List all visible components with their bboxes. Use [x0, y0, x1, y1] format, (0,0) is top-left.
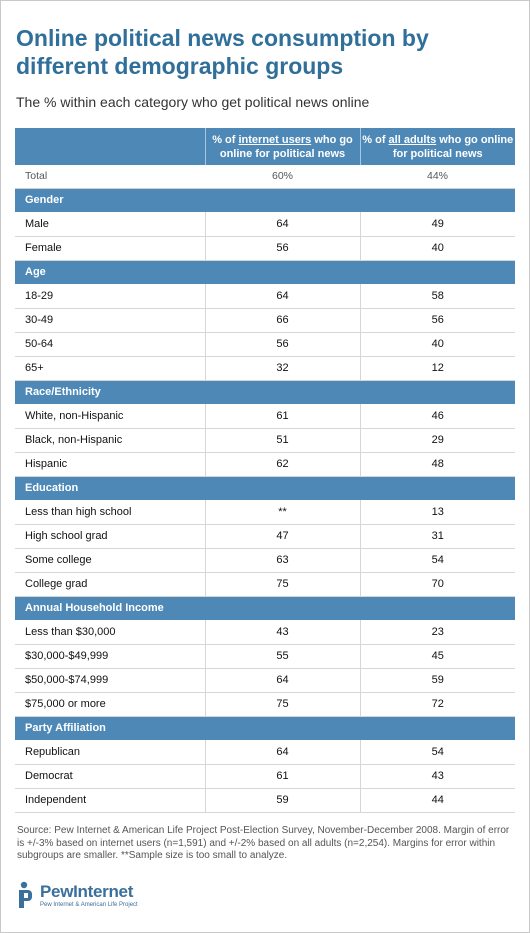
internet-value: 64 — [205, 740, 360, 764]
internet-value: ** — [205, 500, 360, 524]
table-row — [15, 548, 515, 572]
row-label: 30-49 — [15, 308, 205, 332]
total-internet: 60% — [205, 165, 360, 188]
row-label: 65+ — [15, 356, 205, 380]
internet-value: 47 — [205, 524, 360, 548]
chart-title: Online political news consumption by different demographic groups — [16, 25, 429, 79]
internet-value: 59 — [205, 788, 360, 812]
adults-value: 13 — [360, 500, 515, 524]
table-row — [15, 740, 515, 764]
internet-value: 56 — [205, 236, 360, 260]
internet-value: 64 — [205, 284, 360, 308]
header-internet-users: % of internet users who go online for political news — [205, 128, 360, 165]
section-title: Education — [15, 476, 515, 500]
section-title: Party Affiliation — [15, 716, 515, 740]
row-label: Some college — [15, 548, 205, 572]
adults-value: 56 — [360, 308, 515, 332]
internet-value: 51 — [205, 428, 360, 452]
total-adults: 44% — [360, 165, 515, 188]
row-label: Less than $30,000 — [15, 620, 205, 644]
internet-value: 56 — [205, 332, 360, 356]
internet-value: 75 — [205, 572, 360, 596]
row-label: Female — [15, 236, 205, 260]
adults-value: 54 — [360, 548, 515, 572]
adults-value: 40 — [360, 236, 515, 260]
section-header — [15, 596, 515, 620]
adults-value: 46 — [360, 404, 515, 428]
header-row — [15, 128, 515, 165]
chart-subtitle: The % within each category who get political news online — [16, 94, 370, 110]
row-label: $50,000-$74,999 — [15, 668, 205, 692]
table-row — [15, 332, 515, 356]
data-table — [15, 128, 515, 813]
row-label: College grad — [15, 572, 205, 596]
table-row — [15, 308, 515, 332]
section-title: Gender — [15, 188, 515, 212]
row-label: $30,000-$49,999 — [15, 644, 205, 668]
internet-value: 32 — [205, 356, 360, 380]
row-label: White, non-Hispanic — [15, 404, 205, 428]
adults-value: 31 — [360, 524, 515, 548]
internet-value: 64 — [205, 212, 360, 236]
internet-value: 66 — [205, 308, 360, 332]
internet-value: 55 — [205, 644, 360, 668]
header-all-adults: % of all adults who go online for political news — [360, 128, 515, 165]
table-row — [15, 644, 515, 668]
table-row — [15, 356, 515, 380]
row-label: Male — [15, 212, 205, 236]
source-note: Source: Pew Internet & American Life Project Post-Election Survey, November-December 2008. Margin of error is +/-3% based on internet users (n=1,591) and +/-2% based on all adults (n=2,254). Margins for error within subgroups are smaller. **Sample size is too small to analyze. — [17, 825, 510, 861]
adults-value: 48 — [360, 452, 515, 476]
table-row — [15, 212, 515, 236]
section-title: Annual Household Income — [15, 596, 515, 620]
internet-value: 62 — [205, 452, 360, 476]
table-row — [15, 404, 515, 428]
table-row — [15, 452, 515, 476]
table-row — [15, 572, 515, 596]
section-header — [15, 476, 515, 500]
table-row — [15, 236, 515, 260]
section-header — [15, 188, 515, 212]
table-row — [15, 788, 515, 812]
logo-subtitle: Pew Internet & American Life Project — [40, 902, 138, 908]
table-row — [15, 428, 515, 452]
adults-value: 72 — [360, 692, 515, 716]
total-row — [15, 165, 515, 188]
header-blank — [15, 128, 205, 165]
row-label: Hispanic — [15, 452, 205, 476]
row-label: High school grad — [15, 524, 205, 548]
section-header — [15, 716, 515, 740]
adults-value: 40 — [360, 332, 515, 356]
adults-value: 59 — [360, 668, 515, 692]
row-label: Republican — [15, 740, 205, 764]
adults-value: 54 — [360, 740, 515, 764]
table-row — [15, 668, 515, 692]
section-title: Age — [15, 260, 515, 284]
row-label: Independent — [15, 788, 205, 812]
adults-value: 44 — [360, 788, 515, 812]
row-label: 50-64 — [15, 332, 205, 356]
row-label: Democrat — [15, 764, 205, 788]
pew-internet-logo — [16, 880, 216, 916]
internet-value: 75 — [205, 692, 360, 716]
total-label: Total — [15, 165, 205, 188]
adults-value: 70 — [360, 572, 515, 596]
row-label: Black, non-Hispanic — [15, 428, 205, 452]
internet-value: 61 — [205, 404, 360, 428]
row-label: $75,000 or more — [15, 692, 205, 716]
adults-value: 43 — [360, 764, 515, 788]
table-row — [15, 620, 515, 644]
table-row — [15, 764, 515, 788]
logo-wordmark: PewInternet — [40, 882, 134, 901]
adults-value: 23 — [360, 620, 515, 644]
section-title: Race/Ethnicity — [15, 380, 515, 404]
section-header — [15, 260, 515, 284]
adults-value: 12 — [360, 356, 515, 380]
internet-value: 61 — [205, 764, 360, 788]
internet-value: 43 — [205, 620, 360, 644]
table-row — [15, 500, 515, 524]
adults-value: 58 — [360, 284, 515, 308]
row-label: 18-29 — [15, 284, 205, 308]
pew-person-icon — [16, 880, 36, 910]
section-header — [15, 380, 515, 404]
table-row — [15, 524, 515, 548]
table-row — [15, 692, 515, 716]
table-row — [15, 284, 515, 308]
row-label: Less than high school — [15, 500, 205, 524]
adults-value: 29 — [360, 428, 515, 452]
internet-value: 63 — [205, 548, 360, 572]
internet-value: 64 — [205, 668, 360, 692]
adults-value: 45 — [360, 644, 515, 668]
adults-value: 49 — [360, 212, 515, 236]
